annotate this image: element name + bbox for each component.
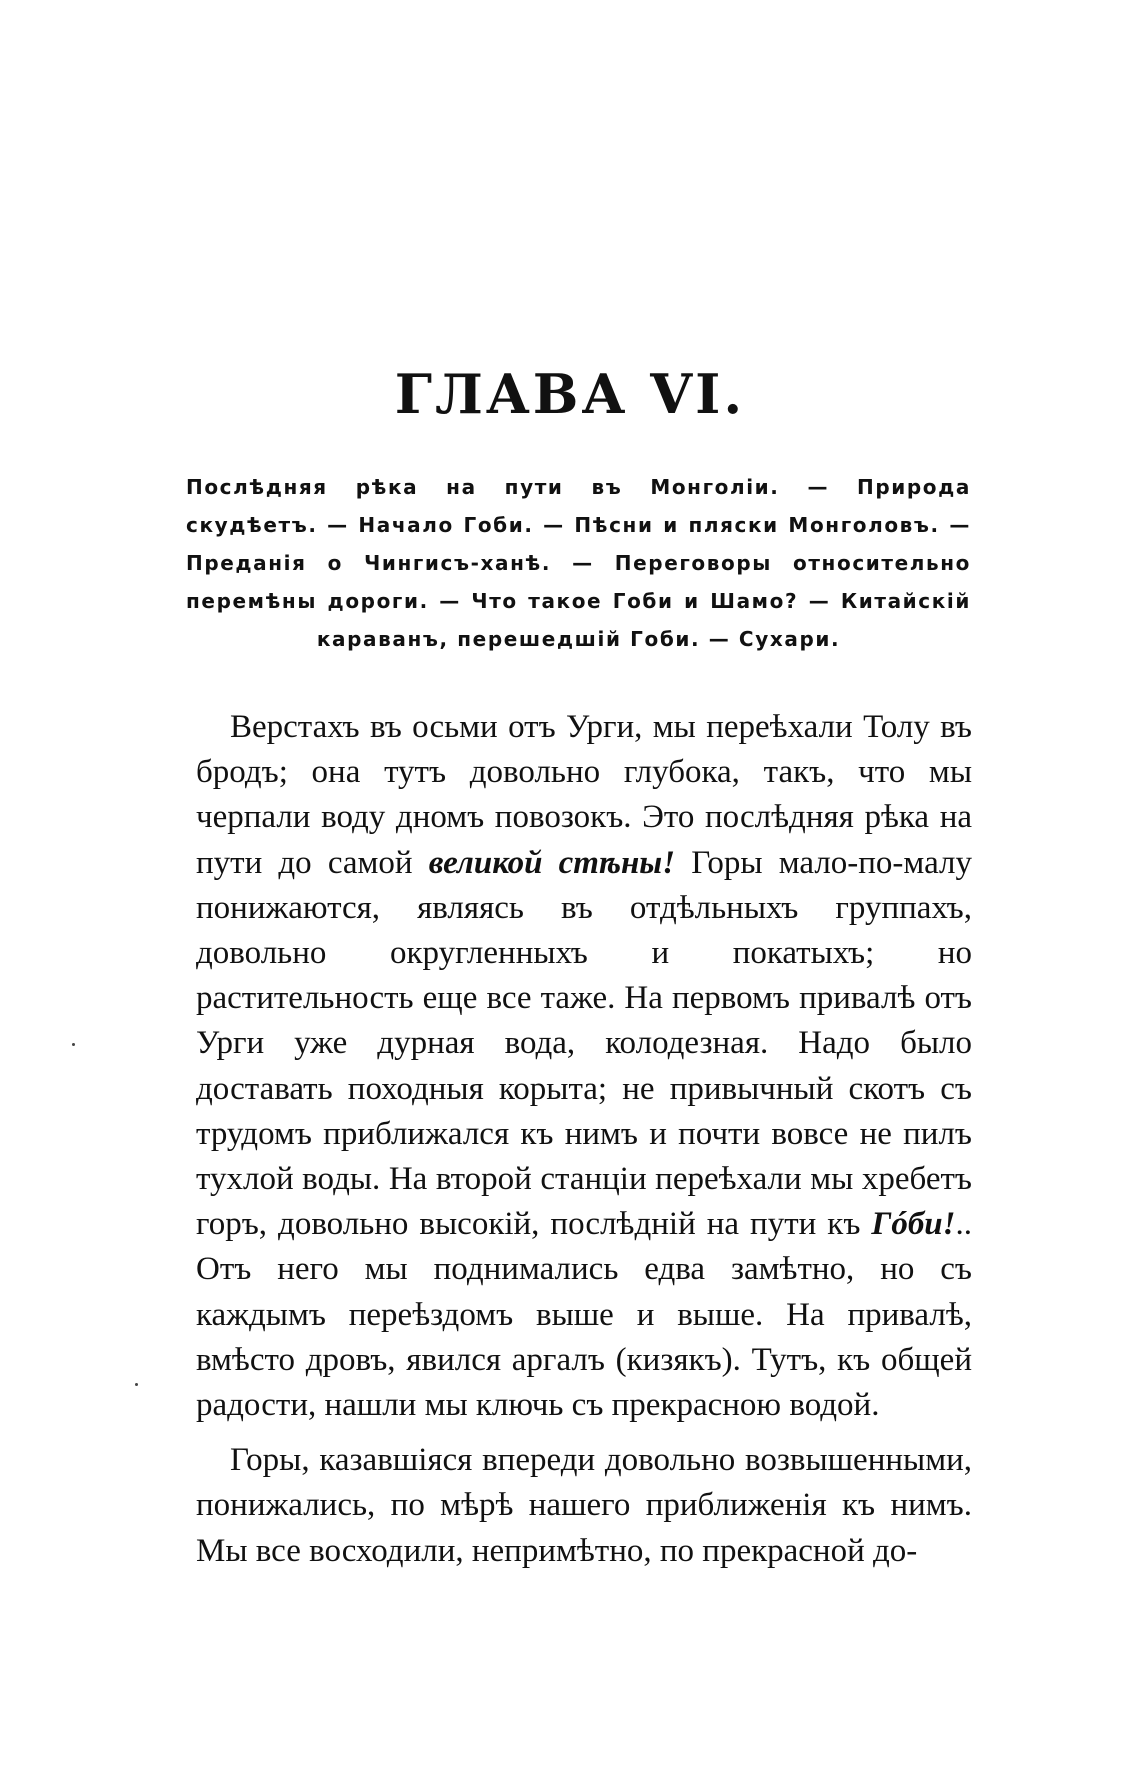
print-speck <box>135 1383 138 1386</box>
paragraph-1-part-3: .. Отъ него мы поднимались едва замѣтно, но съ каждымъ переѣздомъ выше и выше. На привалѣ, вмѣсто дровъ, явился аргалъ (кизякъ). Тутъ, къ общей радости, нашли мы ключь съ прекрасною водой. <box>196 1206 972 1424</box>
body-text <box>196 705 972 1584</box>
chapter-title: ГЛАВА VI. <box>394 362 746 426</box>
paragraph-1-part-2: Горы мало-по-малу понижаются, являясь въ отдѣльныхъ группахъ, довольно округленныхъ и покатыхъ; но растительность еще все таже. На первомъ привалѣ отъ Урги уже дурная вода, колодезная. Надо было доставать походныя корыта; не привычный скотъ съ трудомъ приближался къ нимъ и почти вовсе не пилъ тухлой воды. На второй станціи переѣхали мы хребетъ горъ, довольно высокій, послѣдній на пути къ <box>196 844 972 1243</box>
emphasis-gobi: Гóби! <box>871 1206 956 1243</box>
chapter-summary: Послѣдняя рѣка на пути въ Монголіи. — Природа скудѣетъ. — Начало Гоби. — Пѣсни и пляски Монголовъ. — Преданія о Чингисъ-ханѣ. — Переговоры относительно перемѣны дороги. — Что такое Гоби и Шамо? — Китайскій караванъ, перешедшій Гоби. — Сухари. <box>186 475 971 651</box>
paragraph-1-part-1: Верстахъ въ осьми отъ Урги, мы переѣхали Толу въ бродъ; она тутъ довольно глубока, такъ, что мы черпали воду дномъ повозокъ. Это послѣдняя рѣка на пути до самой <box>196 709 972 881</box>
emphasis-great-wall: великой стѣны! <box>428 844 676 881</box>
print-speck <box>72 1043 75 1046</box>
paragraph-1 <box>196 705 972 1428</box>
paragraph-2: Горы, казавшіяся впереди довольно возвышенными, понижались, по мѣрѣ нашего приближенія къ нимъ. Мы все восходили, непримѣтно, по прекрасной до- <box>196 1442 972 1569</box>
